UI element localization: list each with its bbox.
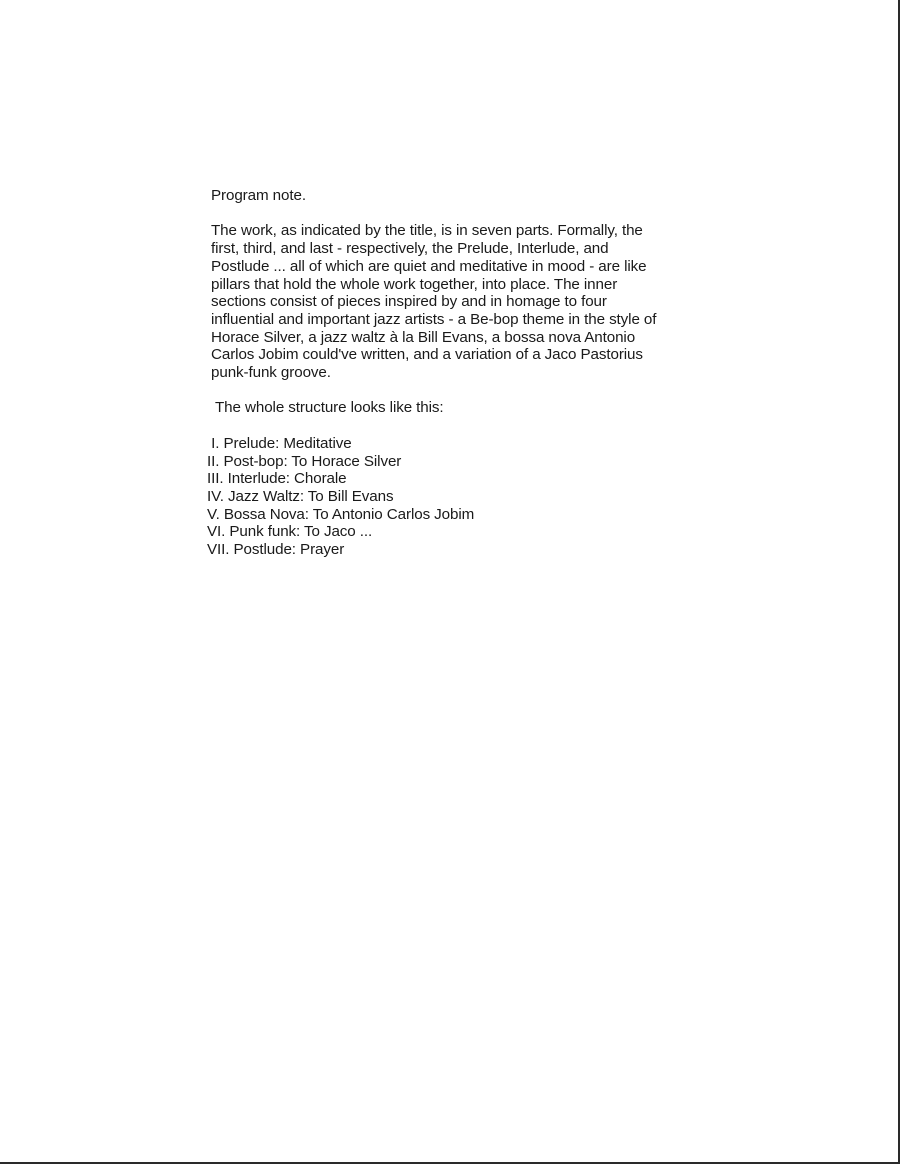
paragraph-line: The work, as indicated by the title, is in seven parts. Formally, the	[211, 222, 643, 240]
paragraph-line: Postlude ... all of which are quiet and meditative in mood - are like	[211, 257, 647, 275]
movement-item: III. Interlude: Chorale	[207, 470, 347, 488]
paragraph-line: Carlos Jobim could've written, and a variation of a Jaco Pastorius	[211, 346, 643, 364]
movement-item: VI. Punk funk: To Jaco ...	[207, 523, 373, 541]
program-note-paragraph	[211, 222, 711, 381]
program-note	[207, 187, 711, 559]
movement-item: II. Post-bop: To Horace Silver	[207, 452, 402, 470]
movement-item: VII. Postlude: Prayer	[207, 541, 345, 559]
page-title: Program note.	[211, 187, 306, 204]
movement-item: I. Prelude: Meditative	[207, 434, 352, 452]
movement-item: V. Bossa Nova: To Antonio Carlos Jobim	[207, 505, 475, 523]
structure-intro: The whole structure looks like this:	[215, 399, 444, 417]
movement-list	[207, 435, 711, 559]
paragraph-line: sections consist of pieces inspired by and in homage to four	[211, 293, 607, 311]
paragraph-line: punk-funk groove.	[211, 364, 331, 382]
paragraph-line: influential and important jazz artists - a Be-bop theme in the style of	[211, 310, 657, 328]
paragraph-line: first, third, and last - respectively, the Prelude, Interlude, and	[211, 240, 609, 258]
movement-item: IV. Jazz Waltz: To Bill Evans	[207, 487, 394, 505]
paragraph-line: Horace Silver, a jazz waltz à la Bill Evans, a bossa nova Antonio	[211, 328, 636, 346]
paragraph-line: pillars that hold the whole work together, into place. The inner	[211, 275, 618, 293]
